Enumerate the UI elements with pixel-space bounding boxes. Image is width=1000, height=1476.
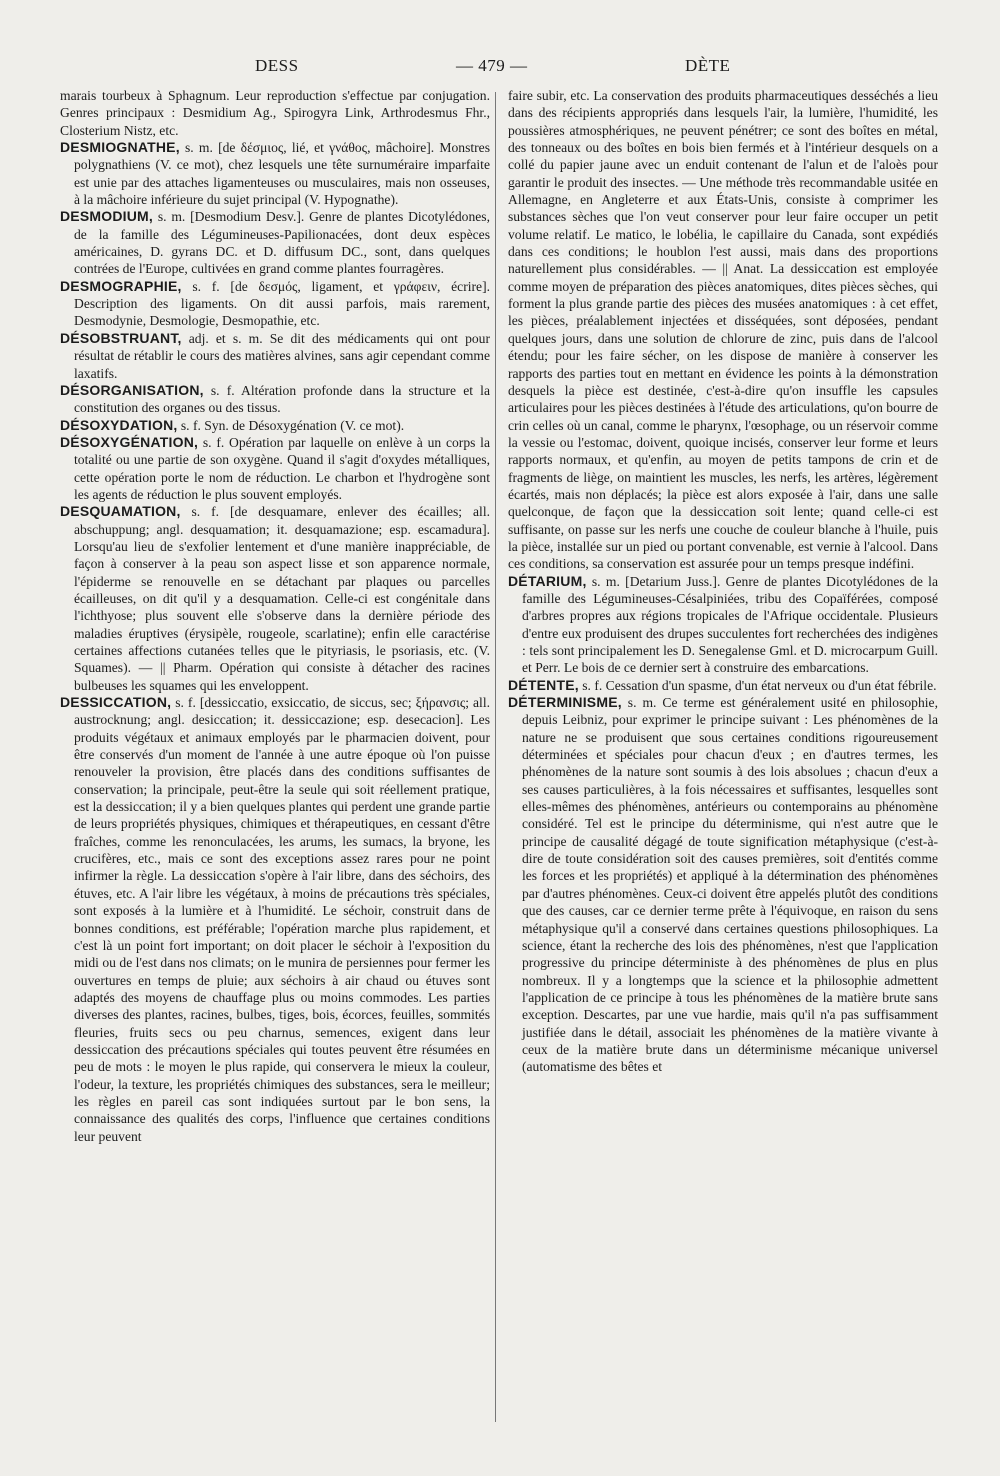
entry-desmodium <box>60 208 490 277</box>
entry-text: s. m. Ce terme est généralement usité en philosophie, depuis Leibniz, pour exprimer le principe suivant : Les phénomènes de la nature ne se produisent que sous certaines conditions rigoureusement déterminées et spéciales pour chacun d'eux ; en d'autres termes, les phénomènes de la nature sont soumis à des lois absolues ; chacun d'eux a ses causes particulières, à la fois nécessaires et suffisantes, lesquelles sont elles-mêmes des phénomènes, antérieurs ou contemporains au phénomène considéré. Tel est le principe du déterminisme, qui n'est autre que le principe de causalité dégagé de toute signification métaphysique (c'est-à-dire de toute considération soit des causes premières, soit d'entités comme les forces et les propriétés) et appliqué à la détermination des phénomènes par d'autres phénomènes. Ceux-ci doivent être appelés plutôt des conditions que des causes, car ce dernier terme prête à l'équivoque, en raison du sens métaphysique qu'il a conservé dans certaines questions philosophiques. La science, étant la recherche des lois des phénomènes, n'est que l'application progressive du principe déterministe à des phénomènes de plus en plus nombreux. Il y a longtemps que la science et la philosophie admettent l'application de ce principe à tous les phénomènes de la matière brute sans exception. Descartes, par une vue hardie, mais qu'il n'a pas suffisamment justifiée dans le détail, associait les phénomènes de la matière vivante à ceux de la matière brute dans un déterminisme mécanique universel (automatisme des bêtes et <box>522 695 938 1075</box>
entry-headword: DESMIOGNATHE, <box>60 139 180 156</box>
entry-text: s. m. [Desmodium Desv.]. Genre de plantes Dicotylédones, de la famille des Légumineuses-Papilionacées, dont deux espèces américaines, D. gyrans DC. et D. diffusum DC., sont, dans quelques contrées de l'Europe, cultivées en grand comme plantes fourragères. <box>74 209 490 277</box>
entry-headword: DÉSOXYGÉNATION, <box>60 433 199 450</box>
page-number: — 479 — <box>456 56 528 75</box>
entry-headword: DESMOGRAPHIE, <box>60 277 182 294</box>
running-head-right: DÈTE <box>685 56 731 75</box>
entry-text: s. f. [dessiccatio, exsiccatio, de siccus, sec; ξήρανσις; all. austrocknung; angl. desiccation; it. dessiccazione; esp. desecacion]. Les produits végétaux et animaux employés par le pharmacien doivent, pour être conservés d'un moment de l'année à une autre époque où l'on puisse renouveler la provision, être placés dans des conditions suffisantes de conservation; la principale, peut-être la seule qui soit réellement pratique, est la dessiccation; il y a bien quelques plantes qui perdent une grande partie de leurs propriétés physiques, chimiques et thérapeutiques, en cessant d'être fraîches, comme les renonculacées, les arums, les sumacs, la bryone, les crucifères, etc., mais ce sont des exceptions assez rares pour ne point infirmer la règle. La dessiccation s'opère à l'air libre, dans des séchoirs, des étuves, etc. A l'air libre les végétaux, à moins de précautions très spéciales, sont exposés à la lumière et à l'humidité. Le séchoir, construit dans de bonnes conditions, est préférable; l'opération marche plus rapidement, et c'est là un point fort important; on doit placer le séchoir à l'exposition du midi ou de l'est dans nos climats; on le munira de persiennes pour fermer les ouvertures en temps de pluie; aux séchoirs à air chaud ou étuves sont adaptés des moyens de chauffage plus ou moins commodes. Les parties diverses des plantes, racines, bulbes, tiges, bois, écorces, feuilles, sommités fleuries, fruits secs ou peu charnus, semences, exigent dans leur dessiccation des précautions spéciales qui toutes peuvent être résumées en peu de mots : le moyen le plus rapide, qui conservera le mieux la couleur, l'odeur, la texture, les propriétés chimiques des substances, sera le meilleur; les règles en pareil cas sont indiquées surtout par le bon sens, la connaissance des qualités des corps, l'influence que certaines conditions leur peuvent <box>74 695 490 1144</box>
entry-desobstruant <box>60 330 490 382</box>
entry-continuation <box>508 87 938 573</box>
entry-text: s. f. [de δεσμός, ligament, et γράφειν, écrire]. Description des ligaments. On dit aussi parfois, mais rarement, Desmodynie, Desmologie, Desmopathie, etc. <box>74 278 490 329</box>
entry-text: marais tourbeux à Sphagnum. Leur reproduction s'effectue par conjugation. Genres principaux : Desmidium Ag., Spirogyra Link, Arthrodesmus Fhr., Closterium Nistz, etc. <box>60 88 490 138</box>
entry-detarium <box>508 573 938 677</box>
entry-text: adj. et s. m. Se dit des médicaments qui ont pour résultat de rétablir le cours des matières alvines, sans agir cependant comme laxatifs. <box>74 330 490 381</box>
entry-text: s. m. [de δέσμιος, lié, et γνάθος, mâchoire]. Monstres polygnathiens (V. ce mot), chez lesquels une tête surnuméraire imparfaite est unie par des attaches ligamenteuses ou musculaires, mais non osseuses, à la mâchoire inférieure du sujet principal (V. Hypognathe). <box>74 140 490 208</box>
entry-text: s. f. [de desquamare, enlever des écailles; all. abschuppung; angl. desquamation; it. desquamazione; esp. escamadura]. Lorsqu'au lieu de s'exfolier lentement et d'une manière inappréciable, de façon à conserver à la peau son aspect lisse et son apparence normale, l'épiderme se renouvelle en se détachant par plaques ou parcelles écailleuses, on dit qu'il y a desquamation. Celle-ci est congénitale dans l'ichthyose; plus souvent elle s'observe dans la dernière période des maladies éruptives (érysipèle, rougeole, scarlatine); enfin elle caractérise certaines affections cutanées telles que le pityriasis, le psoriasis, etc. (V. Squames). — || Pharm. Opération qui consiste à détacher des racines bulbeuses les squames qui les enveloppent. <box>74 504 490 693</box>
entry-text: faire subir, etc. La conservation des produits pharmaceutiques desséchés a lieu dans des récipients appropriés dans lesquels l'air, la lumière, l'humidité, les poussières atmosphériques, ne peuvent pénétrer; ce sont des boîtes en métal, des tonneaux ou des boîtes en bois bien fermés et à l'intérieur desquels on a collé du papier jaune avec un enduit contenant de l'alun et de l'aloès pour garantir le produit des insectes. — Une méthode très recommandable usitée en Allemagne, en Angleterre et aux États-Unis, consiste à comprimer les substances sèches que l'on veut conserver pour leur faire occuper un petit volume relatif. Le matico, le lobélia, le capillaire du Canada, sont expédiés dans ces conditions; le houblon l'est aussi, mais dans des proportions naturellement plus considérables. — || Anat. La dessiccation est employée comme moyen de préparation des pièces anatomiques, dites pièces sèches, qui forment la plus grande partie des pièces des musées anatomiques : à cet effet, les pièces, préalablement injectées et disséquées, sont déposées, pendant quelques jours, dans une solution de chlorure de zinc, puis dans de l'alcool étendu; pour les faire sécher, on les dispose de manière à conserver les rapports des parties tout en mettant en évidence les points à la démonstration desquels la pièce est destinée, c'est-à-dire qu'on insuffle les capsules articulaires pour les pièces destinées à l'étude des articulations, qu'on bourre de crin celles où un canal, comme le pharynx, l'œsophage, ou un réservoir comme la vessie ou l'estomac, doivent, quoique incisés, conserver leur forme et leurs rapports normaux, et qu'enfin, au moyen de petits tampons de crin et de fragments de liège, on maintient les muscles, les nerfs, les artères, légèrement écartés, mais non déplacés; la pièce est alors exposée à l'air, dans une salle quelconque, de façon que la dessiccation soit lente; quand celle-ci est suffisante, on passe sur les nerfs une couche de couleur blanche à l'huile, puis la pièce, installée sur un pied ou portant convenable, est vernie à l'alcool. Dans ces conditions, sa conservation est assurée pour un temps presque indéfini. <box>508 88 938 572</box>
entry-headword: DÉSOBSTRUANT, <box>60 329 182 346</box>
entry-text: s. f. Opération par laquelle on enlève à un corps la totalité ou une partie de son oxygène. Quand il s'agit d'oxydes métalliques, cette opération porte le nom de réduction. Le charbon et l'hydrogène sont les agents de réduction le plus souvent employés. <box>74 434 490 502</box>
entry-headword: DESMODIUM, <box>60 208 153 225</box>
entry-text: s. f. Syn. de Désoxygénation (V. ce mot). <box>177 417 405 433</box>
entry-headword: DÉSORGANISATION, <box>60 381 204 398</box>
entry-determinisme <box>508 694 938 1076</box>
entry-desquamation <box>60 503 490 694</box>
entry-headword: DÉTARIUM, <box>508 572 587 589</box>
entry-desoxydation <box>60 417 490 434</box>
entry-desoxygenation <box>60 434 490 503</box>
entry-headword: DÉTERMINISME, <box>508 694 622 711</box>
column-divider <box>495 92 496 1422</box>
entry-detente <box>508 677 938 694</box>
entry-text: s. m. [Detarium Juss.]. Genre de plantes Dicotylédones de la famille des Légumineuses-Césalpiniées, tribu des Copaïférées, composé d'arbres propres aux régions tropicales de l'Afrique occidentale. Plusieurs d'entre eux produisent des drupes succulentes fort recherchées des indigènes : tels sont principalement les D. Senegalense Gml. et D. microcarpum Guill. et Perr. Le bois de ce dernier sert à construire des embarcations. <box>522 573 938 676</box>
entry-headword: DESSICCATION, <box>60 694 172 711</box>
left-column <box>60 87 490 1145</box>
entry-desmographie <box>60 278 490 330</box>
entry-text: s. f. Altération profonde dans la structure et la constitution des organes ou des tissus. <box>74 382 490 416</box>
entry-continuation <box>60 87 490 139</box>
entry-text: s. f. Cessation d'un spasme, d'un état nerveux ou d'un état fébrile. <box>578 677 937 693</box>
entry-desorganisation <box>60 382 490 417</box>
entry-headword: DÉSOXYDATION, <box>60 416 178 433</box>
page-header <box>60 56 940 84</box>
entry-headword: DESQUAMATION, <box>60 503 181 520</box>
right-column <box>508 87 938 1076</box>
running-head-left: DESS <box>255 56 299 75</box>
entry-headword: DÉTENTE, <box>508 676 579 693</box>
entry-dessiccation <box>60 694 490 1145</box>
entry-desmiognathe <box>60 139 490 208</box>
